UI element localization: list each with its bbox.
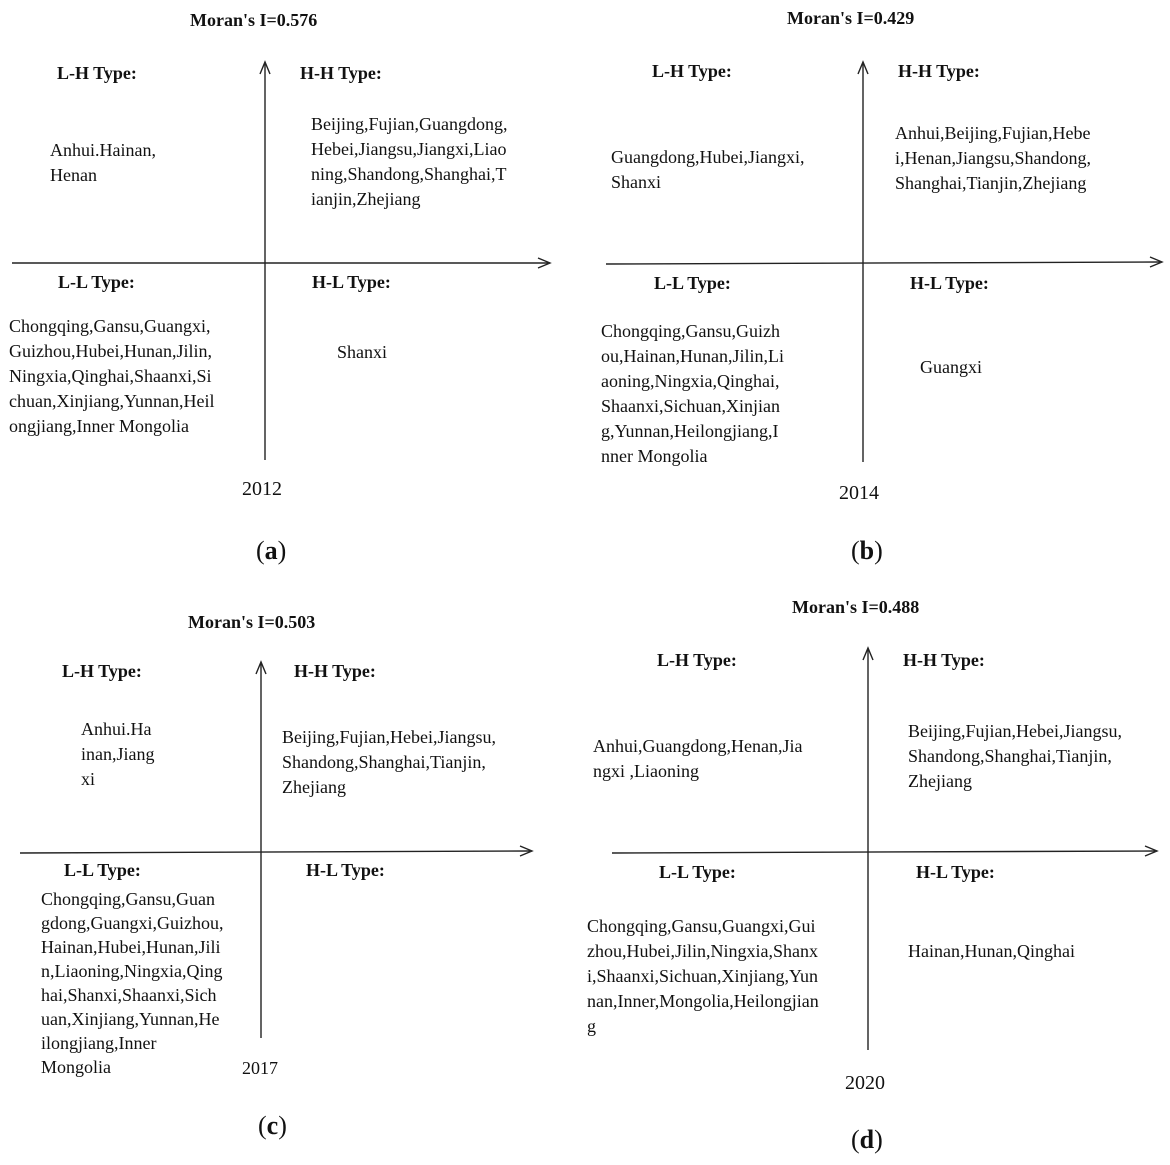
hl-type-list: Guangxi [920, 357, 982, 377]
hh-type-list: Beijing,Fujian,Hebei,Jiangsu, Shandong,Shanghai,Tianjin, Zhejiang [908, 721, 1122, 791]
panel-letter: c [266, 1111, 279, 1140]
ll-type-list: Chongqing,Gansu,Guan gdong,Guangxi,Guizhou, Hainan,Hubei,Hunan,Jili n,Liaoning,Ningxia,Qing hai,Shanxi,Shaanxi,Sich uan,Xinjiang,Yunnan,He ilongjiang,Inner Mongolia [41, 889, 224, 1077]
lh-type-list: Anhui,Guangdong,Henan,Jia ngxi ,Liaoning [593, 736, 803, 781]
ll-type-label: L-L Type: [58, 272, 135, 292]
hl-type-label: H-L Type: [312, 272, 391, 292]
hh-type-label: H-H Type: [898, 61, 980, 81]
year-label: 2014 [839, 482, 879, 504]
panel-caption: (c) [258, 1111, 287, 1140]
panel-letter: d [859, 1125, 875, 1154]
panel-b [585, 0, 1170, 580]
morans-i-title: Moran's I=0.488 [792, 597, 920, 617]
hl-type-list: Hainan,Hunan,Qinghai [908, 941, 1075, 961]
hh-type-list: Beijing,Fujian,Hebei,Jiangsu, Shandong,Shanghai,Tianjin, Zhejiang [282, 727, 496, 797]
ll-type-list: Chongqing,Gansu,Guangxi,Gui zhou,Hubei,Jilin,Ningxia,Shanx i,Shaanxi,Sichuan,Xinjiang,Yun nan,Inner,Mongolia,Heilongjian g [587, 916, 819, 1036]
panel-caption: (a) [256, 536, 287, 565]
hl-type-label: H-L Type: [916, 862, 995, 882]
year-label: 2020 [845, 1072, 885, 1094]
hl-type-list: Shanxi [337, 342, 388, 362]
ll-type-list: Chongqing,Gansu,Guizh ou,Hainan,Hunan,Jilin,Li aoning,Ningxia,Qinghai, Shaanxi,Sichuan,Xinjian g,Yunnan,Heilongjiang,I nner Mongolia [601, 321, 784, 466]
panel-d [585, 585, 1170, 1165]
horizontal-axis [612, 851, 1155, 853]
morans-i-title: Moran's I=0.503 [188, 612, 316, 632]
panel-c [0, 585, 585, 1165]
lh-type-label: L-H Type: [657, 650, 737, 670]
lh-type-label: L-H Type: [57, 63, 137, 83]
hl-type-label: H-L Type: [910, 273, 989, 293]
ll-type-list: Chongqing,Gansu,Guangxi, Guizhou,Hubei,Hunan,Jilin, Ningxia,Qinghai,Shaanxi,Si chuan,Xinjiang,Yunnan,Heil ongjiang,Inner Mongolia [9, 316, 215, 436]
hh-type-label: H-H Type: [300, 63, 382, 83]
morans-i-title: Moran's I=0.429 [787, 8, 915, 28]
lh-type-label: L-H Type: [652, 61, 732, 81]
panel-caption: (d) [851, 1125, 883, 1154]
panel-caption: (b) [851, 536, 883, 565]
lh-type-label: L-H Type: [62, 661, 142, 681]
ll-type-label: L-L Type: [654, 273, 731, 293]
panel-a [0, 0, 585, 580]
ll-type-label: L-L Type: [64, 860, 141, 880]
lh-type-list: Anhui.Ha inan,Jiang xi [81, 719, 155, 789]
hh-type-list: Beijing,Fujian,Guangdong, Hebei,Jiangsu,Jiangxi,Liao ning,Shandong,Shanghai,T ianjin,Zhejiang [311, 114, 508, 209]
panel-letter: b [859, 536, 875, 565]
panel-letter: a [264, 536, 278, 565]
lh-type-list: Guangdong,Hubei,Jiangxi, Shanxi [611, 147, 805, 192]
morans-i-title: Moran's I=0.576 [190, 10, 318, 30]
ll-type-label: L-L Type: [659, 862, 736, 882]
horizontal-axis [606, 262, 1160, 264]
hh-type-label: H-H Type: [294, 661, 376, 681]
year-label: 2017 [242, 1058, 278, 1078]
hh-type-label: H-H Type: [903, 650, 985, 670]
horizontal-axis [20, 851, 530, 853]
hl-type-label: H-L Type: [306, 860, 385, 880]
lh-type-list: Anhui.Hainan, Henan [50, 140, 156, 185]
hh-type-list: Anhui,Beijing,Fujian,Hebe i,Henan,Jiangsu,Shandong, Shanghai,Tianjin,Zhejiang [895, 123, 1091, 193]
year-label: 2012 [242, 478, 282, 500]
